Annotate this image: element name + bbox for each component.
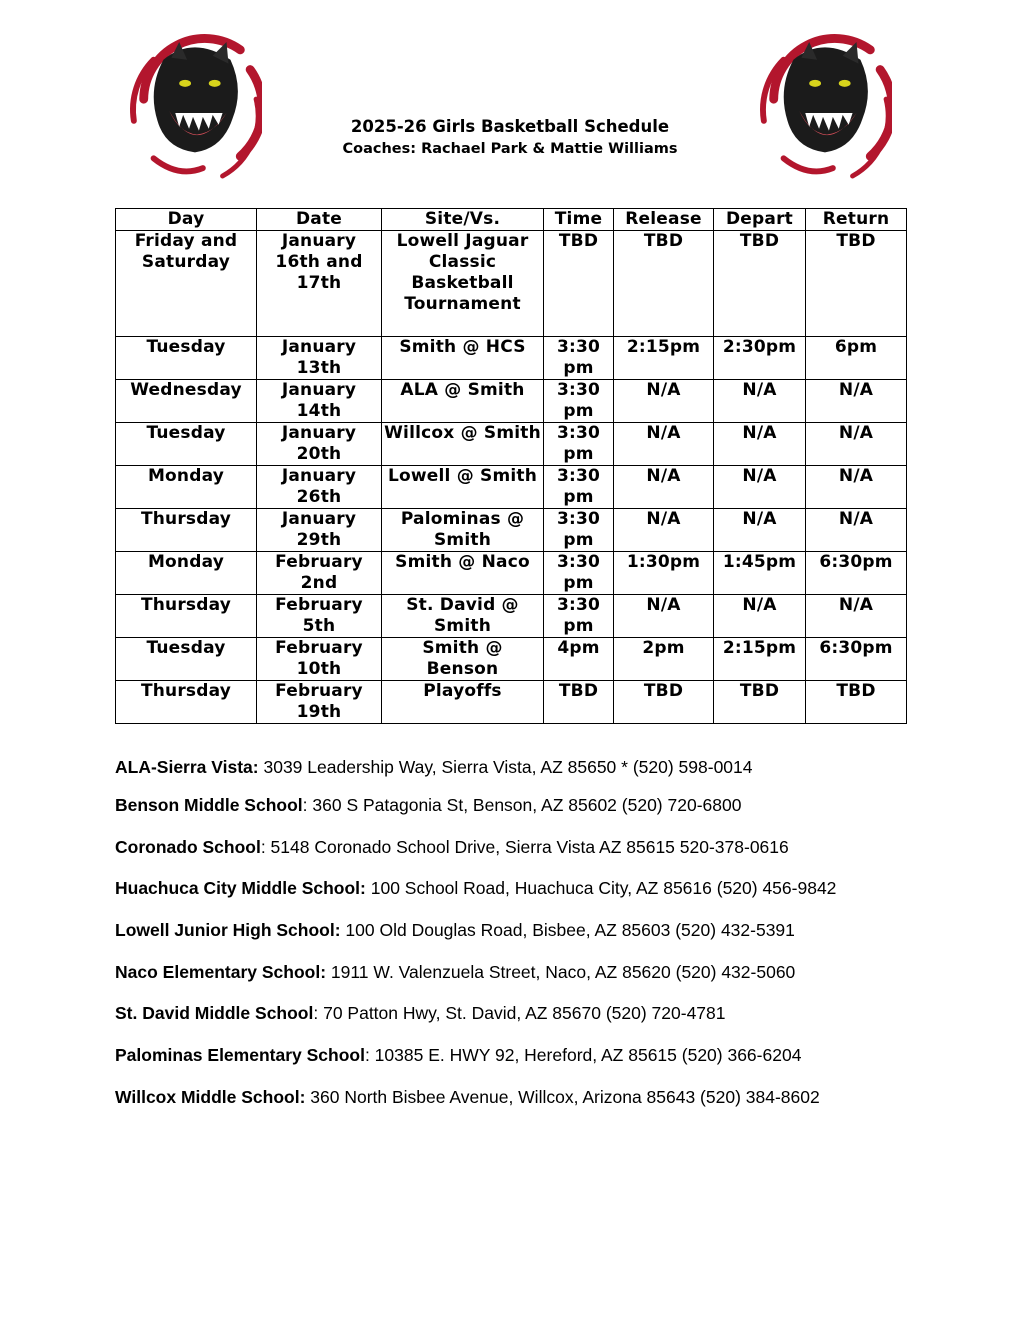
table-cell: 6pm bbox=[806, 337, 907, 380]
table-cell: Tuesday bbox=[116, 423, 257, 466]
school-name: Naco Elementary School: bbox=[115, 962, 327, 982]
column-header: Site/Vs. bbox=[382, 209, 544, 231]
table-row bbox=[116, 231, 907, 337]
table-cell: Monday bbox=[116, 552, 257, 595]
column-header: Date bbox=[257, 209, 382, 231]
address-line bbox=[115, 962, 795, 982]
table-cell: 3:30 pm bbox=[544, 466, 614, 509]
table-cell: 3:30 pm bbox=[544, 423, 614, 466]
table-cell: N/A bbox=[614, 423, 714, 466]
table-cell: Thursday bbox=[116, 681, 257, 724]
address-line bbox=[115, 1045, 801, 1065]
table-cell: 3:30 pm bbox=[544, 337, 614, 380]
table-cell: N/A bbox=[614, 509, 714, 552]
table-cell: N/A bbox=[806, 380, 907, 423]
table-row bbox=[116, 423, 907, 466]
table-cell: 3:30 pm bbox=[544, 509, 614, 552]
table-cell: January 16th and 17th bbox=[257, 231, 382, 337]
page-title: 2025-26 Girls Basketball Schedule bbox=[350, 117, 670, 136]
table-cell: TBD bbox=[544, 231, 614, 337]
table-cell: January 14th bbox=[257, 380, 382, 423]
address-line bbox=[115, 837, 789, 857]
address-line bbox=[115, 1087, 820, 1107]
table-cell: 2:15pm bbox=[714, 638, 806, 681]
table-row bbox=[116, 681, 907, 724]
column-header: Release bbox=[614, 209, 714, 231]
table-cell: Smith @ HCS bbox=[382, 337, 544, 380]
table-cell: Friday and Saturday bbox=[116, 231, 257, 337]
table-cell: N/A bbox=[614, 466, 714, 509]
school-address: : 360 S Patagonia St, Benson, AZ 85602 (520) 720-6800 bbox=[302, 795, 742, 815]
table-cell: February 2nd bbox=[257, 552, 382, 595]
school-name: Palominas Elementary School bbox=[115, 1045, 365, 1065]
column-header: Time bbox=[544, 209, 614, 231]
table-cell: Smith @ Naco bbox=[382, 552, 544, 595]
table-cell: January 26th bbox=[257, 466, 382, 509]
table-cell: TBD bbox=[614, 231, 714, 337]
table-cell: January 20th bbox=[257, 423, 382, 466]
table-cell: Thursday bbox=[116, 595, 257, 638]
school-address: : 10385 E. HWY 92, Hereford, AZ 85615 (520) 366-6204 bbox=[364, 1045, 802, 1065]
table-cell: 1:30pm bbox=[614, 552, 714, 595]
table-cell: January 13th bbox=[257, 337, 382, 380]
table-cell: 1:45pm bbox=[714, 552, 806, 595]
table-cell: N/A bbox=[614, 595, 714, 638]
table-cell: 4pm bbox=[544, 638, 614, 681]
table-cell: February 5th bbox=[257, 595, 382, 638]
schedule-table bbox=[115, 208, 907, 724]
school-name: Coronado School bbox=[115, 837, 261, 857]
table-cell: N/A bbox=[714, 380, 806, 423]
school-address: : 5148 Coronado School Drive, Sierra Vista AZ 85615 520-378-0616 bbox=[260, 837, 789, 857]
table-cell: N/A bbox=[806, 423, 907, 466]
table-cell: St. David @ Smith bbox=[382, 595, 544, 638]
address-line bbox=[115, 757, 753, 777]
table-cell: Palominas @ Smith bbox=[382, 509, 544, 552]
table-cell: 2:15pm bbox=[614, 337, 714, 380]
table-cell: Tuesday bbox=[116, 638, 257, 681]
table-cell: Willcox @ Smith bbox=[382, 423, 544, 466]
table-cell: Lowell @ Smith bbox=[382, 466, 544, 509]
table-row bbox=[116, 337, 907, 380]
coaches-line: Coaches: Rachael Park & Mattie Williams bbox=[342, 141, 678, 157]
school-address: : 70 Patton Hwy, St. David, AZ 85670 (520) 720-4781 bbox=[313, 1003, 726, 1023]
school-name: ALA-Sierra Vista: bbox=[115, 757, 259, 777]
table-cell: Thursday bbox=[116, 509, 257, 552]
table-row bbox=[116, 552, 907, 595]
table-cell: 2:30pm bbox=[714, 337, 806, 380]
table-cell: TBD bbox=[614, 681, 714, 724]
panther-logo-left bbox=[124, 30, 262, 188]
table-cell: January 29th bbox=[257, 509, 382, 552]
column-header: Day bbox=[116, 209, 257, 231]
table-cell: Lowell Jaguar Classic Basketball Tournament bbox=[382, 231, 544, 337]
column-header: Return bbox=[806, 209, 907, 231]
table-cell: ALA @ Smith bbox=[382, 380, 544, 423]
table-row bbox=[116, 595, 907, 638]
table-cell: N/A bbox=[714, 509, 806, 552]
table-cell: February 10th bbox=[257, 638, 382, 681]
table-cell: N/A bbox=[714, 423, 806, 466]
table-cell: TBD bbox=[806, 231, 907, 337]
table-cell: N/A bbox=[806, 595, 907, 638]
table-header-row bbox=[116, 209, 907, 231]
table-row bbox=[116, 638, 907, 681]
table-cell: Monday bbox=[116, 466, 257, 509]
table-cell: TBD bbox=[544, 681, 614, 724]
school-name: Huachuca City Middle School: bbox=[115, 878, 366, 898]
table-cell: 2pm bbox=[614, 638, 714, 681]
school-address: 360 North Bisbee Avenue, Willcox, Arizona 85643 (520) 384-8602 bbox=[305, 1087, 820, 1107]
table-cell: Smith @ Benson bbox=[382, 638, 544, 681]
table-cell: 3:30 pm bbox=[544, 595, 614, 638]
address-line bbox=[115, 1003, 726, 1023]
table-row bbox=[116, 380, 907, 423]
table-cell: N/A bbox=[714, 595, 806, 638]
address-line bbox=[115, 878, 836, 898]
table-cell: 3:30 pm bbox=[544, 552, 614, 595]
school-name: St. David Middle School bbox=[115, 1003, 314, 1023]
table-cell: TBD bbox=[714, 231, 806, 337]
table-cell: 6:30pm bbox=[806, 552, 907, 595]
table-cell: Playoffs bbox=[382, 681, 544, 724]
table-row bbox=[116, 509, 907, 552]
table-row bbox=[116, 466, 907, 509]
table-cell: Tuesday bbox=[116, 337, 257, 380]
school-name: Benson Middle School bbox=[115, 795, 303, 815]
table-cell: February 19th bbox=[257, 681, 382, 724]
table-cell: N/A bbox=[614, 380, 714, 423]
address-line bbox=[115, 920, 795, 940]
table-cell: N/A bbox=[806, 466, 907, 509]
column-header: Depart bbox=[714, 209, 806, 231]
school-address: 100 Old Douglas Road, Bisbee, AZ 85603 (520) 432-5391 bbox=[340, 920, 795, 940]
school-address: 3039 Leadership Way, Sierra Vista, AZ 85650 * (520) 598-0014 bbox=[258, 757, 753, 777]
school-name: Lowell Junior High School: bbox=[115, 920, 341, 940]
table-cell: N/A bbox=[714, 466, 806, 509]
school-name: Willcox Middle School: bbox=[115, 1087, 306, 1107]
address-line bbox=[115, 795, 741, 815]
table-cell: TBD bbox=[714, 681, 806, 724]
school-address: 1911 W. Valenzuela Street, Naco, AZ 85620 (520) 432-5060 bbox=[326, 962, 796, 982]
table-cell: N/A bbox=[806, 509, 907, 552]
table-cell: Wednesday bbox=[116, 380, 257, 423]
school-address: 100 School Road, Huachuca City, AZ 85616 (520) 456-9842 bbox=[365, 878, 837, 898]
table-cell: 3:30 pm bbox=[544, 380, 614, 423]
table-cell: 6:30pm bbox=[806, 638, 907, 681]
panther-logo-right bbox=[754, 30, 892, 188]
table-cell: TBD bbox=[806, 681, 907, 724]
